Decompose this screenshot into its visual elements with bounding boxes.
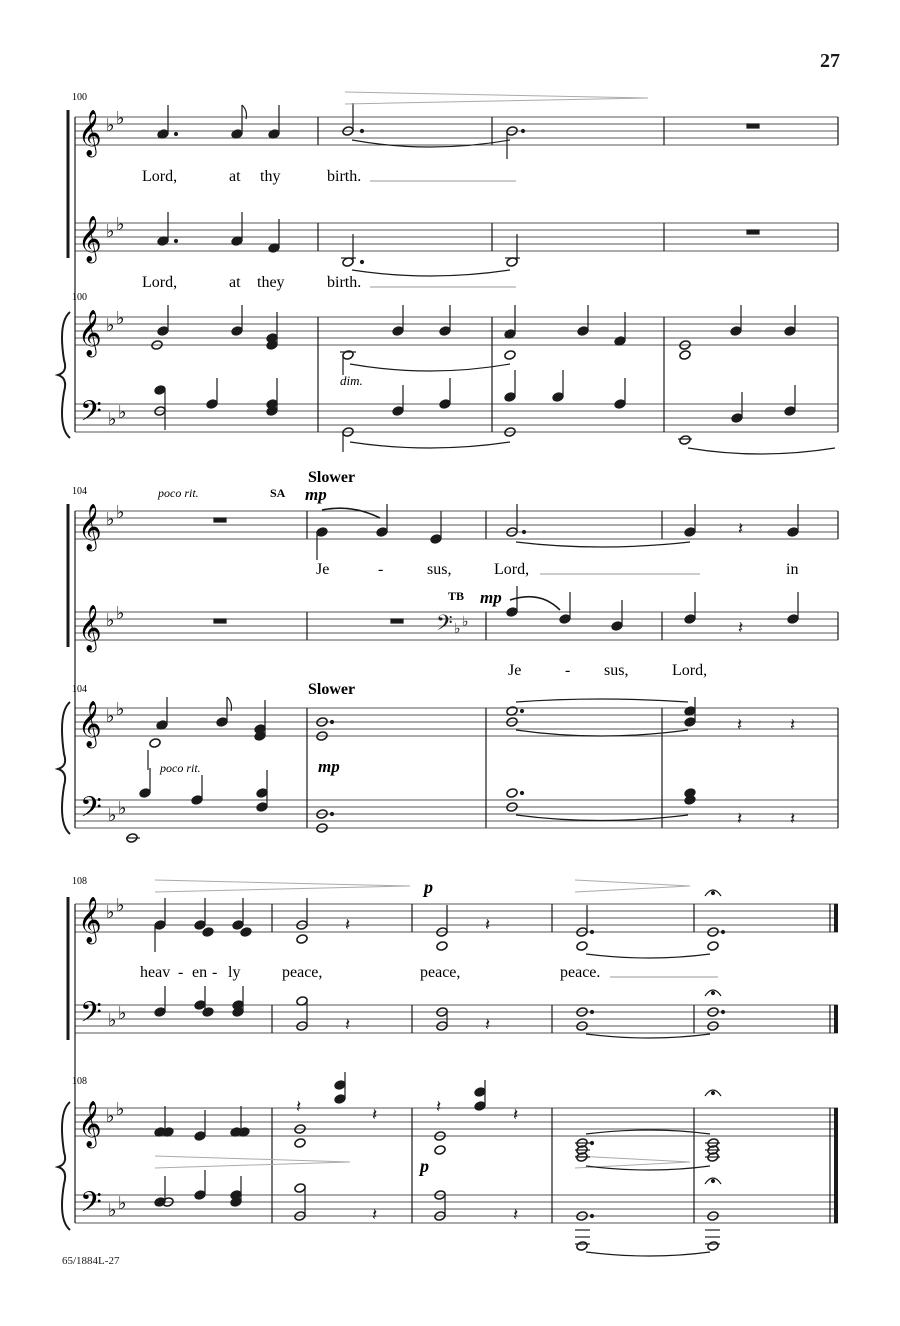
svg-text:𝄽: 𝄽 — [296, 1097, 302, 1116]
flat-icon: ♭ — [118, 1003, 127, 1023]
lyric: Lord, — [672, 662, 708, 679]
lyric: - — [378, 561, 384, 578]
flat-icon: ♭ — [116, 603, 125, 623]
flat-icon: ♭ — [118, 1193, 127, 1213]
diminuendo-hairpin — [345, 92, 648, 104]
lyric: Lord, — [494, 561, 530, 578]
flat-icon: ♭ — [116, 895, 125, 915]
notes-lower-voices — [214, 586, 799, 640]
svg-text:𝄽: 𝄽 — [436, 1097, 442, 1116]
bass-clef-icon: 𝄢 — [80, 1188, 102, 1225]
notes-upper-voices — [154, 890, 725, 958]
final-barline — [834, 904, 838, 1223]
piano-brace — [58, 312, 70, 438]
svg-text:𝄽: 𝄽 — [345, 1015, 351, 1034]
lyric: Lord, — [142, 274, 178, 291]
treble-clef-icon: 𝄞 — [78, 1101, 102, 1146]
tb-label: TB — [448, 589, 465, 603]
bass-clef-icon: 𝄢 — [80, 397, 102, 434]
staff-lower-voices — [75, 223, 838, 251]
footer-catalog-code: 65/1884L-27 — [62, 1255, 120, 1267]
lyric: Je — [508, 662, 522, 679]
flat-icon: ♭ — [108, 805, 117, 825]
lyric: at — [229, 274, 241, 291]
svg-text:♭: ♭ — [462, 615, 469, 630]
flat-icon: ♭ — [106, 1106, 115, 1126]
svg-text:𝄽: 𝄽 — [485, 1015, 491, 1034]
page-number: 27 — [820, 50, 840, 72]
treble-clef-icon: 𝄞 — [78, 701, 102, 746]
lyric: Je — [316, 561, 330, 578]
piano-brace — [58, 1102, 70, 1230]
flat-icon: ♭ — [108, 1200, 117, 1220]
system-2 — [58, 469, 838, 843]
bass-clef-icon: 𝄢 — [80, 998, 102, 1035]
barlines — [272, 904, 830, 1223]
flat-icon: ♭ — [106, 115, 115, 135]
flat-icon: ♭ — [108, 409, 117, 429]
svg-text:𝄽: 𝄽 — [738, 519, 744, 538]
flat-icon: ♭ — [106, 706, 115, 726]
lyric: at — [229, 168, 241, 185]
dynamic-mp: mp — [480, 588, 502, 607]
staff-piano-bass — [75, 404, 838, 432]
lyric: peace. — [560, 964, 601, 981]
lyric: heav — [140, 964, 171, 981]
staff-lower-voices — [75, 1005, 838, 1033]
measure-number-108: 108 — [72, 876, 87, 887]
flat-icon: ♭ — [116, 214, 125, 234]
lyric: - — [565, 662, 571, 679]
tempo-poco-rit: poco rit. — [160, 761, 201, 775]
lyric: sus, — [427, 561, 452, 578]
dynamic-mp: mp — [305, 485, 327, 504]
sa-label: SA — [270, 486, 286, 500]
treble-clef-icon: 𝄞 — [78, 216, 102, 261]
flat-icon: ♭ — [116, 108, 125, 128]
piano-brace — [58, 702, 70, 834]
treble-clef-icon: 𝄞 — [78, 897, 102, 942]
flat-icon: ♭ — [106, 221, 115, 241]
svg-text:𝄽: 𝄽 — [790, 809, 796, 828]
diminuendo-hairpin — [155, 1156, 350, 1168]
svg-text:𝄢: 𝄢 — [436, 611, 453, 640]
treble-clef-icon: 𝄞 — [78, 110, 102, 155]
flat-icon: ♭ — [106, 509, 115, 529]
svg-text:𝄽: 𝄽 — [372, 1105, 378, 1124]
lyric: en — [192, 964, 208, 981]
svg-text:𝄽: 𝄽 — [513, 1105, 519, 1124]
lyric: thy — [260, 168, 281, 185]
system-1 — [58, 92, 838, 454]
flat-icon: ♭ — [106, 315, 115, 335]
lyric: they — [257, 274, 285, 291]
flat-icon: ♭ — [116, 502, 125, 522]
svg-text:𝄽: 𝄽 — [738, 618, 744, 637]
lyric: peace, — [420, 964, 461, 981]
flat-icon: ♭ — [118, 402, 127, 422]
measure-number-100: 100 — [72, 92, 87, 103]
flat-icon: ♭ — [106, 610, 115, 630]
staff-piano-bass — [75, 800, 838, 828]
tempo-slower: Slower — [308, 469, 356, 486]
dynamic-p: p — [424, 877, 433, 897]
svg-text:♭: ♭ — [454, 622, 461, 637]
flat-icon: ♭ — [116, 1099, 125, 1119]
measure-number-104: 104 — [72, 486, 87, 497]
staff-piano-bass — [75, 1195, 838, 1223]
flat-icon: ♭ — [116, 308, 125, 328]
svg-text:𝄽: 𝄽 — [737, 715, 743, 734]
lyric: birth. — [327, 274, 362, 291]
bass-clef-icon: 𝄢 — [80, 793, 102, 830]
diminuendo-hairpin — [575, 880, 690, 892]
svg-text:𝄽: 𝄽 — [790, 715, 796, 734]
measure-number-100: 100 — [72, 292, 87, 303]
staff-upper-voices — [75, 511, 838, 539]
crescendo-hairpin — [155, 880, 410, 892]
flat-icon: ♭ — [106, 902, 115, 922]
lyric: sus, — [604, 662, 629, 679]
svg-text:𝄽: 𝄽 — [372, 1205, 378, 1224]
dynamic-mp: mp — [318, 757, 340, 776]
staff-piano-treble — [75, 708, 838, 736]
lyric: peace, — [282, 964, 323, 981]
tempo-slower: Slower — [308, 681, 356, 698]
lyric: - — [212, 964, 218, 981]
dynamic-p: p — [420, 1156, 429, 1176]
lyric: - — [178, 964, 184, 981]
treble-clef-icon: 𝄞 — [78, 310, 102, 355]
tempo-poco-rit: poco rit. — [158, 486, 199, 500]
dynamic-dim: dim. — [340, 373, 363, 388]
measure-number-108: 108 — [72, 1076, 87, 1087]
flat-icon: ♭ — [116, 699, 125, 719]
system-3 — [58, 876, 838, 1256]
notes-piano — [154, 1072, 721, 1256]
barlines — [307, 511, 838, 828]
measure-number-104: 104 — [72, 684, 87, 695]
flat-icon: ♭ — [118, 798, 127, 818]
treble-clef-icon: 𝄞 — [78, 605, 102, 650]
svg-text:𝄽: 𝄽 — [345, 915, 351, 934]
lyric: in — [786, 561, 799, 578]
lyric: ly — [228, 964, 241, 981]
treble-clef-icon: 𝄞 — [78, 504, 102, 549]
lyric: Lord, — [142, 168, 178, 185]
staff-upper-voices — [75, 117, 838, 145]
svg-text:𝄽: 𝄽 — [737, 809, 743, 828]
staff-piano-treble — [75, 1108, 838, 1136]
lyric: birth. — [327, 168, 362, 185]
staff-piano-treble — [75, 317, 838, 345]
svg-text:𝄽: 𝄽 — [513, 1205, 519, 1224]
staff-upper-voices — [75, 904, 838, 932]
svg-text:𝄽: 𝄽 — [485, 915, 491, 934]
flat-icon: ♭ — [108, 1010, 117, 1030]
